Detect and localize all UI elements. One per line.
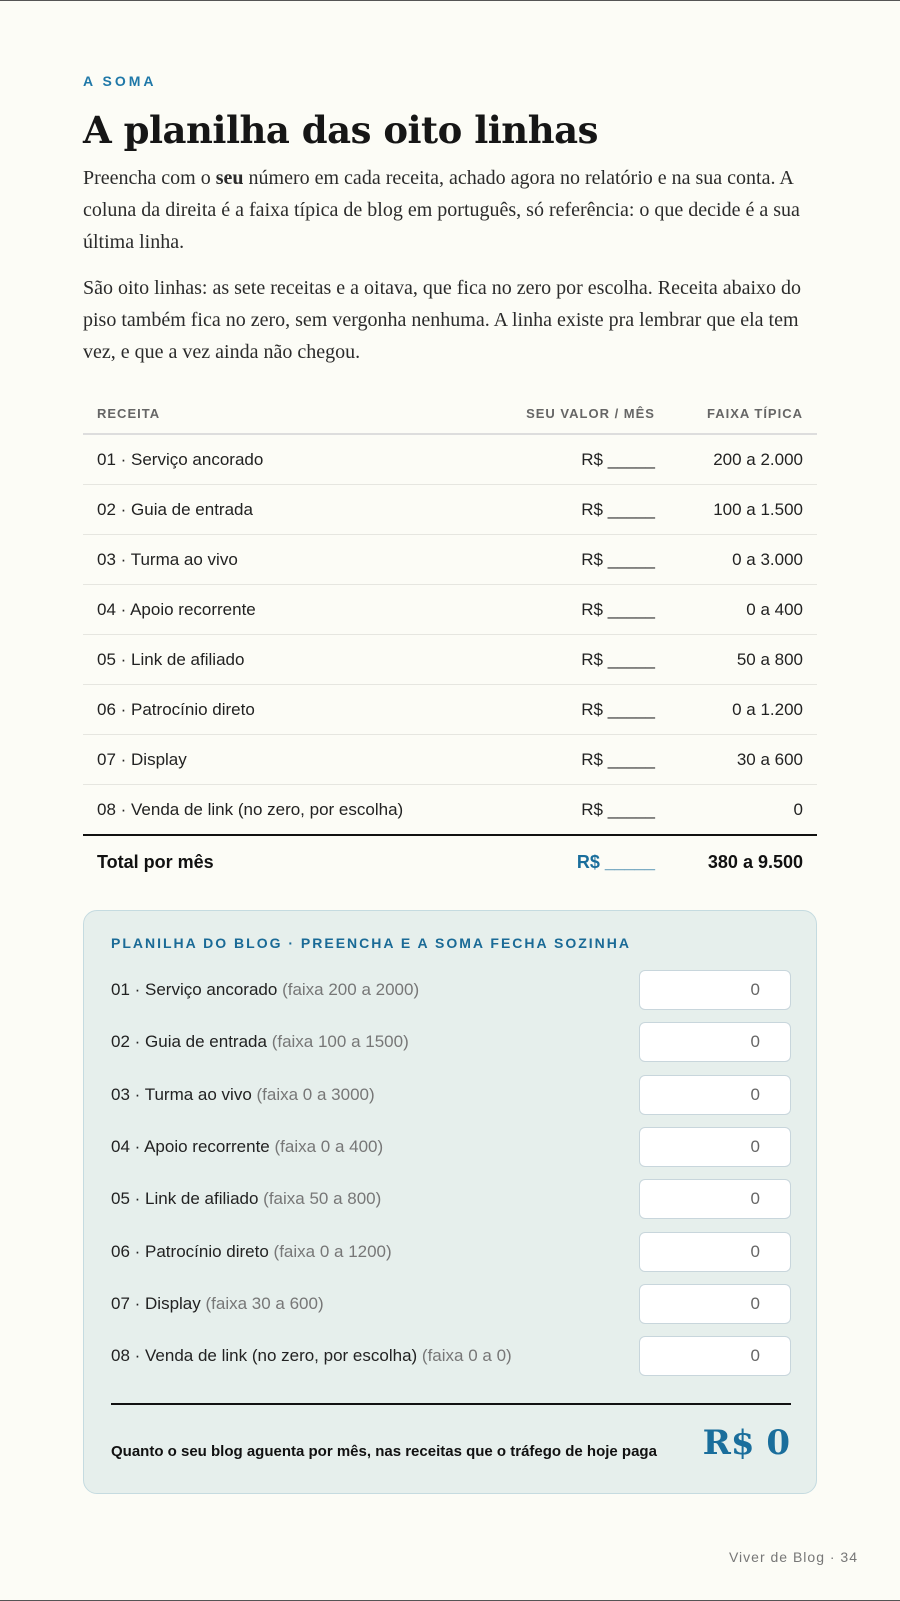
calculator-label-text: 07 · Display	[111, 1293, 201, 1313]
cell-valor: R$ _____	[482, 785, 669, 836]
intro-bold: seu	[215, 167, 244, 189]
cell-faixa: 0 a 400	[669, 585, 817, 635]
calculator-faixa-hint: (faixa 0 a 400)	[274, 1136, 384, 1156]
cell-valor: R$ _____	[482, 585, 669, 635]
calculator-faixa-hint: (faixa 0 a 3000)	[256, 1084, 375, 1104]
header-receita: RECEITA	[83, 393, 482, 434]
calculator-label-text: 06 · Patrocínio direto	[111, 1241, 269, 1261]
intro-text-start: Preencha com o	[83, 167, 216, 189]
header-valor: SEU VALOR / MÊS	[482, 393, 669, 434]
cell-receita: 05 · Link de afiliado	[83, 635, 482, 685]
revenue-input[interactable]	[639, 970, 791, 1010]
cell-receita: 06 · Patrocínio direto	[83, 685, 482, 735]
revenue-input[interactable]	[639, 1179, 791, 1219]
table-row	[83, 485, 817, 535]
calculator-label-text: 02 · Guia de entrada	[111, 1032, 267, 1052]
cell-receita: 08 · Venda de link (no zero, por escolha)	[83, 785, 482, 836]
revenue-input[interactable]	[639, 1022, 791, 1062]
cell-valor: R$ _____	[482, 685, 669, 735]
intro-text-end: número em cada receita, achado agora no relatório e na sua conta. A coluna da direita é a faixa típica de blog em português, só referência: o que decide é a sua última linha.	[83, 167, 800, 253]
sum-value: R$ 0	[702, 1423, 790, 1463]
calculator-row	[111, 970, 791, 1010]
total-label: Total por mês	[97, 851, 214, 872]
cell-faixa: 30 a 600	[669, 735, 817, 785]
cell-faixa: 50 a 800	[669, 635, 817, 685]
revenue-input[interactable]	[639, 1232, 791, 1272]
calculator-row-label	[111, 1085, 375, 1105]
calculator-divider	[111, 1403, 791, 1405]
revenue-input[interactable]	[639, 1075, 791, 1115]
calculator-label-text: 01 · Serviço ancorado	[111, 980, 278, 999]
total-faixa: 380 a 9.500	[707, 851, 803, 872]
table-header-row	[83, 393, 817, 434]
calculator-row	[111, 1336, 791, 1376]
calculator-row	[111, 1022, 791, 1062]
calculator-title: PLANILHA DO BLOG · PREENCHA E A SOMA FECHA SOZINHA	[111, 935, 631, 951]
revenue-input[interactable]	[639, 1336, 791, 1376]
table-row	[83, 585, 817, 635]
calculator-label-text: 05 · Link de afiliado	[111, 1189, 259, 1209]
calculator-row	[111, 1284, 791, 1324]
cell-valor: R$ _____	[482, 434, 669, 485]
page-footer: Viver de Blog · 34	[728, 1549, 858, 1565]
table-row	[83, 635, 817, 685]
cell-receita: 02 · Guia de entrada	[83, 485, 482, 535]
cell-receita: 04 · Apoio recorrente	[83, 585, 482, 635]
calculator-row-label	[111, 1137, 383, 1157]
table-row	[83, 434, 817, 485]
section-eyebrow: A SOMA	[83, 73, 157, 89]
total-row	[83, 835, 817, 888]
table-row	[83, 785, 817, 836]
cell-valor: R$ _____	[482, 635, 669, 685]
cell-faixa: 0 a 1.200	[669, 685, 817, 735]
intro-paragraph	[83, 162, 817, 258]
calculator-faixa-hint: (faixa 50 a 800)	[263, 1189, 382, 1209]
page-title: A planilha das oito linhas	[83, 108, 598, 152]
revenue-input[interactable]	[639, 1127, 791, 1167]
cell-faixa: 100 a 1.500	[669, 485, 817, 535]
calculator-row	[111, 1179, 791, 1219]
cell-faixa: 0 a 3.000	[669, 535, 817, 585]
calculator-row-label	[111, 1242, 392, 1262]
second-paragraph: São oito linhas: as sete receitas e a oitava, que fica no zero por escolha. Receita abaixo do piso também fica no zero, sem vergonha nenhuma. A linha existe pra lembrar que ela tem vez, e que a vez ainda não chegou.	[83, 277, 802, 363]
calculator-row	[111, 1075, 791, 1115]
calculator-row	[111, 1232, 791, 1272]
cell-receita: 03 · Turma ao vivo	[83, 535, 482, 585]
calculator-label-text: 08 · Venda de link (no zero, por escolha)	[111, 1346, 418, 1366]
cell-receita: 01 · Serviço ancorado	[83, 434, 482, 485]
calculator-row-label	[111, 980, 419, 1000]
calculator-label-text: 03 · Turma ao vivo	[111, 1084, 252, 1104]
sum-label: Quanto o seu blog aguenta por mês, nas receitas que o tráfego de hoje paga	[111, 1443, 657, 1460]
calculator-row-label	[111, 1032, 409, 1052]
cell-faixa: 200 a 2.000	[669, 434, 817, 485]
table-row	[83, 535, 817, 585]
cell-faixa: 0	[669, 785, 817, 836]
table-row	[83, 735, 817, 785]
blog-calculator	[83, 910, 817, 1494]
revenue-table	[83, 393, 817, 888]
calculator-faixa-hint: (faixa 200 a 2000)	[282, 980, 420, 999]
calculator-row-label	[111, 1189, 381, 1209]
cell-valor: R$ _____	[482, 535, 669, 585]
calculator-faixa-hint: (faixa 0 a 1200)	[273, 1241, 392, 1261]
top-border	[0, 0, 900, 1]
cell-receita: 07 · Display	[83, 735, 482, 785]
calculator-label-text: 04 · Apoio recorrente	[111, 1136, 270, 1156]
calculator-faixa-hint: (faixa 30 a 600)	[205, 1293, 324, 1313]
calculator-faixa-hint: (faixa 0 a 0)	[421, 1346, 512, 1366]
total-valor: R$ _____	[576, 851, 655, 872]
calculator-row-label	[111, 1346, 512, 1366]
table-row	[83, 685, 817, 735]
header-faixa: FAIXA TÍPICA	[669, 393, 817, 434]
cell-valor: R$ _____	[482, 735, 669, 785]
calculator-row	[111, 1127, 791, 1167]
calculator-row-label	[111, 1294, 324, 1314]
cell-valor: R$ _____	[482, 485, 669, 535]
calculator-faixa-hint: (faixa 100 a 1500)	[271, 1032, 409, 1052]
revenue-input[interactable]	[639, 1284, 791, 1324]
